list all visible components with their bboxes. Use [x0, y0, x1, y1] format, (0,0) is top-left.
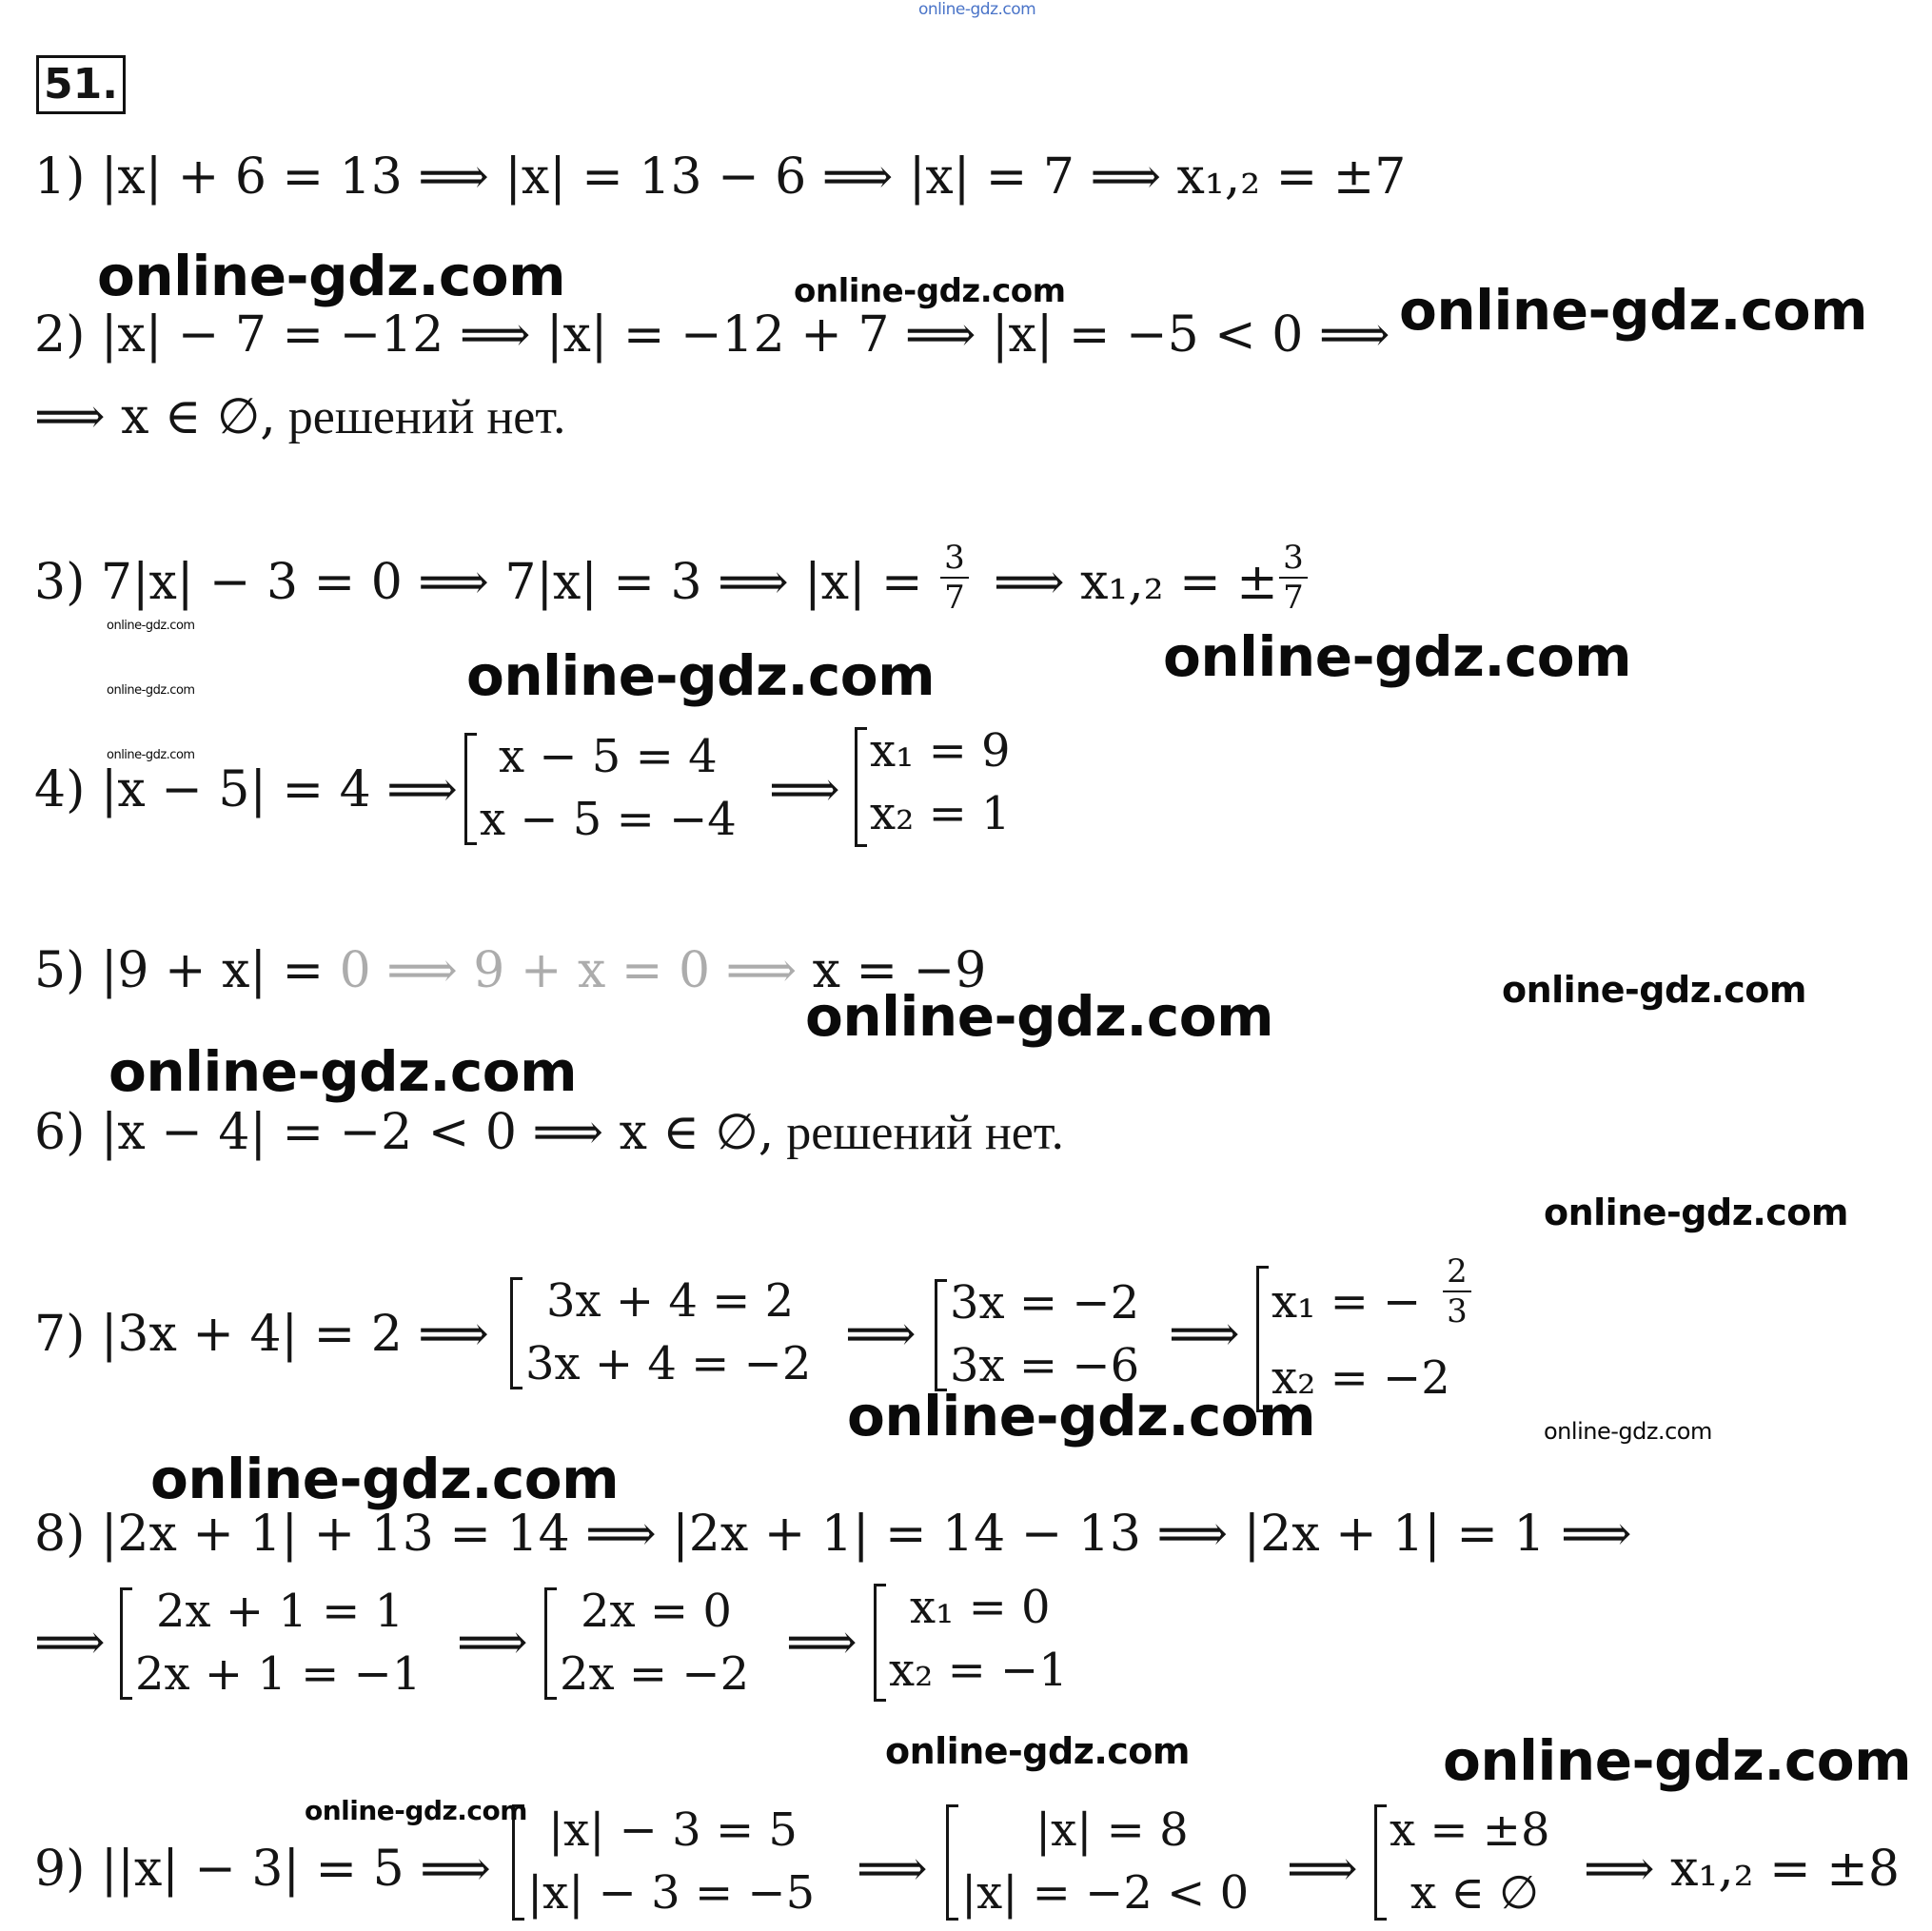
watermark: online-gdz.com — [305, 1795, 527, 1826]
equation-9-system-3: x = ±8 x ∈ ∅ — [1390, 1803, 1550, 1920]
watermark-top: online-gdz.com — [918, 0, 1036, 19]
watermark: online-gdz.com — [847, 1384, 1316, 1448]
watermark: online-gdz.com — [1544, 1418, 1712, 1445]
equation-7-system-2: 3x = −2 3x = −6 — [950, 1276, 1140, 1392]
watermark: online-gdz.com — [1163, 624, 1632, 689]
equation-8-system-3: x₁ = 0 x₂ = −1 — [889, 1581, 1068, 1697]
equation-3-part-b: ⟹ x₁,₂ = ± — [994, 554, 1278, 611]
fraction-denominator: 7 — [1283, 579, 1304, 617]
watermark: online-gdz.com — [150, 1447, 620, 1511]
equation-9-lhs: 9) ||x| − 3| = 5 ⟹ — [34, 1841, 491, 1898]
watermark: online-gdz.com — [1544, 1192, 1848, 1233]
equation-6: 6) |x − 4| = −2 < 0 ⟹ x ∈ ∅, решений нет. — [34, 1104, 1064, 1161]
equation-8-system-2: 2x = 0 2x = −2 — [560, 1585, 750, 1701]
watermark: online-gdz.com — [1399, 278, 1868, 343]
equation-3-part-a: 3) 7|x| − 3 = 0 ⟹ 7|x| = 3 ⟹ |x| = — [34, 554, 923, 611]
fraction-numerator: 3 — [944, 539, 965, 577]
watermark: online-gdz.com — [1443, 1728, 1912, 1793]
equation-7-lhs: 7) |3x + 4| = 2 ⟹ — [34, 1306, 489, 1363]
equation-1: 1) |x| + 6 = 13 ⟹ |x| = 13 − 6 ⟹ |x| = 7 ⟹ x₁,₂ = ±7 — [34, 148, 1407, 206]
problem-number: 51. — [36, 55, 126, 114]
watermark: online-gdz.com — [885, 1730, 1190, 1772]
fraction-3-7-a — [940, 541, 969, 615]
equation-8: 8) |2x + 1| + 13 = 14 ⟹ |2x + 1| = 14 − 13 ⟹ |2x + 1| = 1 ⟹ — [34, 1506, 1632, 1563]
equation-9-system-2: |x| = 8 |x| = −2 < 0 — [961, 1803, 1250, 1920]
fraction-2-3: 2 3 — [1443, 1254, 1471, 1329]
equation-2-conclusion — [34, 388, 565, 446]
equation-2-text: решений нет. — [275, 390, 566, 444]
watermark: online-gdz.com — [107, 748, 195, 762]
equation-9-result: ⟹ x₁,₂ = ±8 — [1584, 1841, 1900, 1898]
solution-page: online-gdz.com 51. 1) |x| + 6 = 13 ⟹ |x| = 13 − 6 ⟹ |x| = 7 ⟹ x₁,₂ = ±7 2) |x| − 7 = −12 ⟹ |x| = −12 + 7 ⟹ |x| = −5 < 0 ⟹ ⟹ x ∈ ∅, решений нет. 3) 7|x| − 3 = 0 ⟹ 7|x| = 3 ⟹ |x| = 3 7 ⟹ x₁,₂ = ± 3 7 4) |x − 5| = 4 ⟹ x − 5 = 4 x − 5 = −4 ⟹ x₁ = 9 x₂ = 1 5) |9 + x| = 0 ⟹ 9 + x = 0 ⟹ x = −9 6) |x − 4| = −2 < 0 ⟹ x ∈ ∅, решений нет. 7) |3x + 4| = 2 ⟹ 3x + 4 = 2 3x + 4 = −2 ⟹ 3x = −2 3x = −6 ⟹ x₁ = − x₂ = −2 2 3 8) |2x + 1| + 13 = 14 ⟹ |2x + 1| = 14 − 13 ⟹ |2x + 1| = 1 ⟹ ⟹ 2x + 1 = 1 2x + 1 = −1 ⟹ 2x = 0 2x = −2 ⟹ x₁ = 0 x₂ = −1 9) ||x| − 3| = 5 ⟹ |x| − 3 = 5 |x| − 3 = −5 ⟹ |x| = 8 |x| = −2 < 0 ⟹ x = ±8 x ∈ ∅ ⟹ x₁,₂ = ±8 online-gdz.com online-gdz.com online-gdz.com online-gdz.com online-gdz.com online-gdz.com online-gdz.com online-gdz.com online-gdz.com online-gdz.com online-gdz.com online-gdz.com online-gdz.com online-gdz.com online-gdz.com online-gdz.com online-gdz.com online-gdz.com — [0, 0, 1932, 1931]
equation-2: 2) |x| − 7 = −12 ⟹ |x| = −12 + 7 ⟹ |x| = −5 < 0 ⟹ — [34, 306, 1390, 364]
equation-2-math: ⟹ x ∈ ∅, — [34, 388, 276, 445]
equation-7-system-1: 3x + 4 = 2 3x + 4 = −2 — [525, 1274, 812, 1390]
watermark: online-gdz.com — [466, 643, 936, 708]
equation-5: 5) |9 + x| = 0 ⟹ 9 + x = 0 ⟹ x = −9 — [34, 942, 987, 999]
watermark: online-gdz.com — [1502, 969, 1806, 1011]
equation-9-system-1: |x| − 3 = 5 |x| − 3 = −5 — [527, 1803, 816, 1920]
watermark: online-gdz.com — [97, 244, 566, 308]
equation-7-system-3: x₁ = − x₂ = −2 — [1272, 1275, 1450, 1405]
watermark: online-gdz.com — [107, 683, 195, 698]
watermark: online-gdz.com — [107, 619, 195, 633]
equation-4-system-1: x − 5 = 4 x − 5 = −4 — [480, 730, 737, 846]
fraction-3-7-b — [1279, 541, 1308, 615]
fraction-denominator: 7 — [944, 579, 965, 617]
equation-4-system-2: x₁ = 9 x₂ = 1 — [870, 724, 1011, 840]
watermark: online-gdz.com — [108, 1039, 578, 1104]
watermark: online-gdz.com — [805, 984, 1274, 1049]
fraction-numerator: 3 — [1283, 539, 1304, 577]
equation-8-system-1: 2x + 1 = 1 2x + 1 = −1 — [135, 1585, 422, 1701]
equation-4-lhs: 4) |x − 5| = 4 ⟹ — [34, 761, 458, 818]
watermark: online-gdz.com — [794, 272, 1066, 310]
